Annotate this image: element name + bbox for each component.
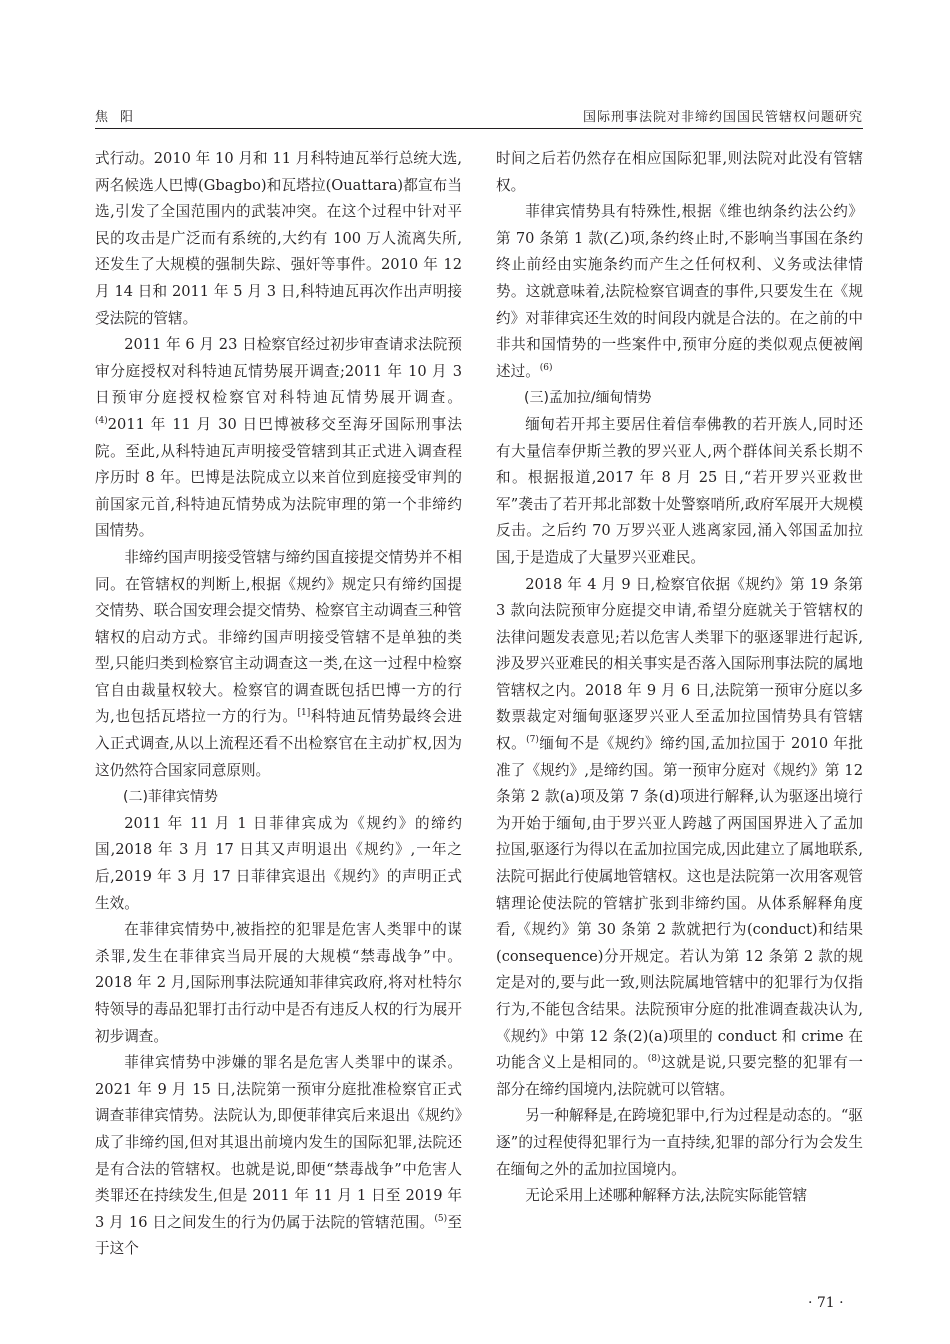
paragraph: 菲律宾情势中涉嫌的罪名是危害人类罪中的谋杀。2021 年 9 月 15 日,法院第一预审分庭批准检察官正式调查菲律宾情势。法院认为,即便菲律宾后来退出《规约》成了非缔约国,但对其退出前境内发生的国际犯罪,法院还是有合法的管辖权。也就是说,即便“禁毒战争”中危害人类罪还在持续发生,但是 2011 年 11 月 1 日至 2019 年 3 月 16 日之间发生的行为仍属于法院的管辖范围。$^{(5)}$至于这个: [95, 1054, 462, 1258]
paragraph: 2011 年 11 月 1 日菲律宾成为《规约》的缔约国,2018 年 3 月 17 日其又声明退出《规约》,一年之后,2019 年 3 月 17 日菲律宾退出《规约》的声明正式生效。: [95, 814, 462, 912]
paragraph: 式行动。2010 年 10 月和 11 月科特迪瓦举行总统大选,两名候选人巴博(Gbagbo)和瓦塔拉(Ouattara)都宣布当选,引发了全国范围内的武装冲突。在这个过程中针对平民的攻击是广泛而有系统的,大约有 100 万人流离失所,还发生了大规模的强制失踪、强奸等事件。2010 年 12 月 14 日和 2011 年 5 月 3 日,科特迪瓦再次作出声明接受法院的管辖。: [95, 150, 462, 327]
section-heading: (二)菲律宾情势: [123, 789, 218, 806]
left-column: [95, 146, 462, 1263]
section-heading: (三)孟加拉/缅甸情势: [524, 390, 652, 407]
header-title: 国际刑事法院对非缔约国国民管辖权问题研究: [582, 110, 863, 125]
paragraph: 无论采用上述哪种解释方法,法院实际能管辖: [525, 1187, 808, 1205]
footnote-ref[interactable]: (6): [539, 362, 553, 373]
running-header: [95, 106, 863, 128]
right-column: [496, 146, 863, 1210]
footnote-ref[interactable]: (8): [647, 1054, 661, 1065]
paragraph: 缅甸若开邦主要居住着信奉佛教的若开族人,同时还有大量信奉伊斯兰教的罗兴亚人,两个群体间关系长期不和。根据报道,2017 年 8 月 25 日,“若开罗兴亚救世军”袭击了若开邦北部数十处警察哨所,政府军展开大规模反击。之后约 70 万罗兴亚人逃离家园,涌入邻国孟加拉国,于是造成了大量罗兴亚难民。: [496, 415, 863, 566]
paragraph: 2011 年 6 月 23 日检察官经过初步审查请求法院预审分庭授权对科特迪瓦情势展开调查;2011 年 10 月 3 日预审分庭授权检察官对科特迪瓦情势展开调查。$^{(4)}$2011 年 11 月 30 日巴博被移交至海牙国际刑事法院。至此,从科特迪瓦声明接受管辖到其正式进入调查程序历时 8 年。巴博是法院成立以来首位到庭接受审判的前国家元首,科特迪瓦情势成为法院审理的第一个非缔约国情势。: [95, 336, 462, 540]
paragraph: 时间之后若仍然存在相应国际犯罪,则法院对此没有管辖权。: [496, 150, 863, 194]
footnote-ref[interactable]: (5): [434, 1213, 448, 1224]
footnote-ref[interactable]: (4): [95, 416, 108, 427]
paragraph: 另一种解释是,在跨境犯罪中,行为过程是动态的。“驱逐”的过程使得犯罪行为一直持续,犯罪的部分行为会发生在缅甸之外的孟加拉国境内。: [496, 1107, 863, 1178]
paragraph: 菲律宾情势具有特殊性,根据《维也纳条约法公约》第 70 条第 1 款(乙)项,条约终止时,不影响当事国在条约终止前经由实施条约而产生之任何权利、义务或法律情势。这就意味着,法院检察官调查的事件,只要发生在《规约》对菲律宾还生效的时间段内就是合法的。在之前的中非共和国情势的一些案件中,预审分庭的类似观点便被阐述过。$^{(6)}$: [496, 203, 863, 380]
page-number: · 71 ·: [808, 1295, 844, 1311]
footnote-ref[interactable]: [1]: [297, 708, 311, 719]
paragraph: 在菲律宾情势中,被指控的犯罪是危害人类罪中的谋杀罪,发生在菲律宾当局开展的大规模“禁毒战争”中。2018 年 2 月,国际刑事法院通知菲律宾政府,将对杜特尔特领导的毒品犯罪打击行动中是否有违反人权的行为展开初步调查。: [95, 921, 462, 1045]
paragraph: 非缔约国声明接受管辖与缔约国直接提交情势并不相同。在管辖权的判断上,根据《规约》规定只有缔约国提交情势、联合国安理会提交情势、检察官主动调查三种管辖权的启动方式。非缔约国声明接受管辖不是单独的类型,只能归类到检察官主动调查这一类,在这一过程中检察官自由裁量权较大。检察官的调查既包括巴博一方的行为,也包括瓦塔拉一方的行为。[1]科特迪瓦情势最终会进入正式调查,从以上流程还看不出检察官在主动扩权,因为这仍然符合国家同意原则。: [95, 548, 462, 779]
footnote-ref[interactable]: (7): [526, 735, 539, 746]
header-rule: [95, 128, 863, 129]
header-author: 焦阳: [95, 110, 146, 125]
paragraph: 2018 年 4 月 9 日,检察官依据《规约》第 19 条第 3 款向法院预审分庭提交申请,希望分庭就关于管辖权的法律问题发表意见;若以危害人类罪下的驱逐罪进行起诉,涉及罗兴亚难民的相关事实是否落入国际刑事法院的属地管辖权之内。2018 年 9 月 6 日,法院第一预审分庭以多数票裁定对缅甸驱逐罗兴亚人至孟加拉国情势具有管辖权。$^{(7)}$缅甸不是《规约》缔约国,孟加拉国于 2010 年批准了《规约》,是缔约国。第一预审分庭对《规约》第 12 条第 2 款(a)项及第 7 条(d)项进行解释,认为驱逐出境行为开始于缅甸,由于罗兴亚人跨越了两国国界进入了孟加拉国,驱逐行为得以在孟加拉国完成,因此建立了属地联系,法院可据此行使属地管辖权。这也是法院第一次用客观管辖理论使法院的管辖扩张到非缔约国。从体系解释角度看,《规约》第 30 条第 2 款就把行为(conduct)和结果(consequence)分开规定。若认为第 12 条第 2 款的规定是对的,要与此一致,则法院属地管辖中的犯罪行为仅指行为,不能包含结果。法院预审分庭的批准调查裁决认为,《规约》中第 12 条(2)(a)项里的 conduct 和 crime 在功能含义上是相同的。$^{(8)}$这就是说,只要完整的犯罪有一部分在缔约国境内,法院就可以管辖。: [496, 575, 863, 1098]
